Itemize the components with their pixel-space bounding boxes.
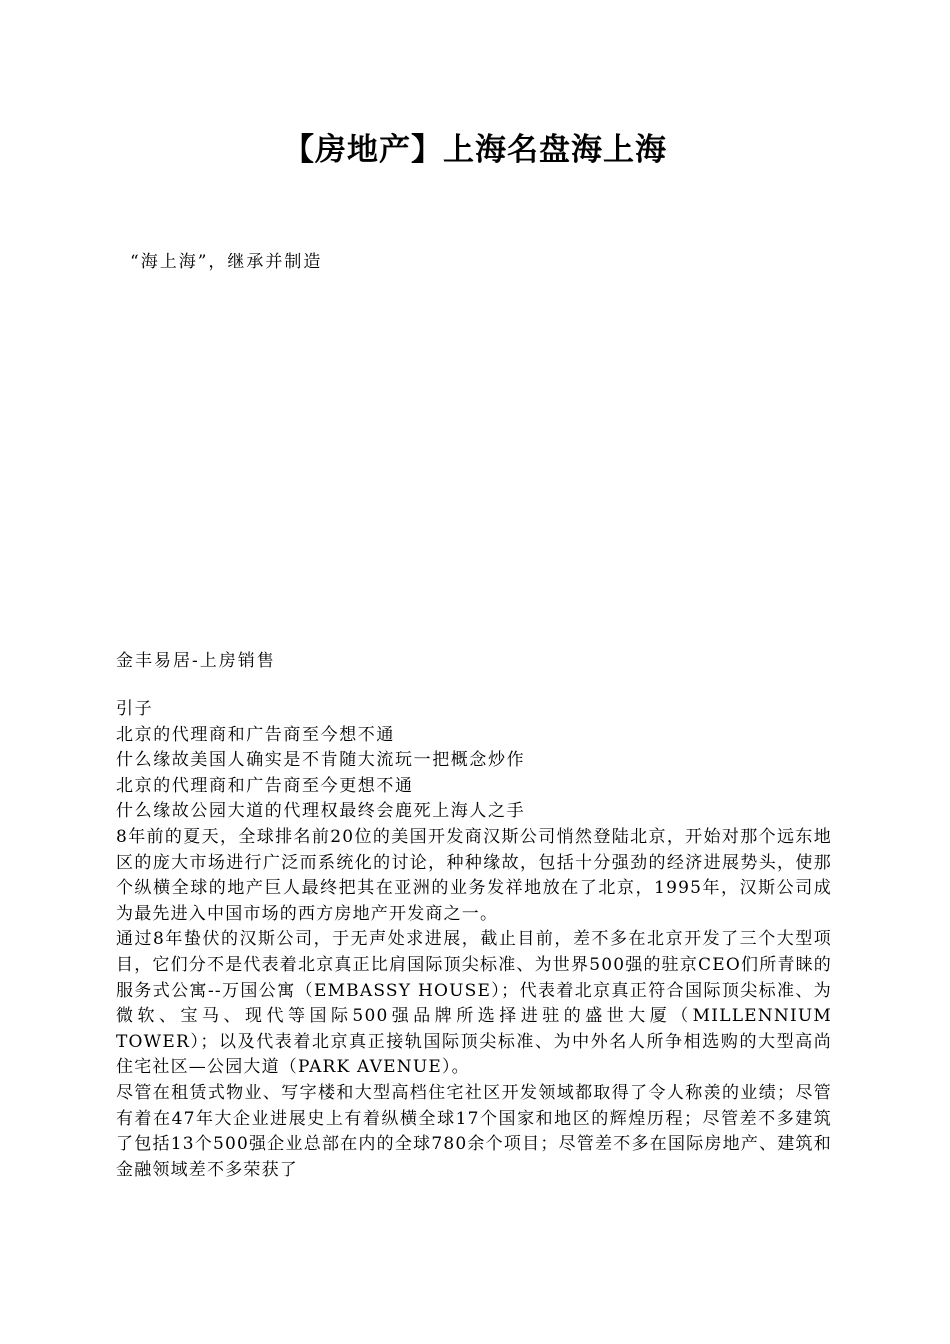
body-paragraph: 尽管在租赁式物业、写字楼和大型高档住宅社区开发领域都取得了令人称羡的业绩；尽管有着在47年大企业进展史上有着纵横全球17个国家和地区的辉煌历程；尽管差不多建筑了包括13个500强企业总部在内的全球780余个项目；尽管差不多在国际房地产、建筑和金融领域差不多荣获了 — [116, 1082, 832, 1180]
document-title: 【房地产】上海名盘海上海 — [283, 132, 667, 168]
document-author: 金丰易居-上房销售 — [116, 651, 276, 671]
intro-heading: 引子 — [116, 699, 154, 719]
intro-line: 什么缘故美国人确实是不肯随大流玩一把概念炒作 — [116, 750, 526, 771]
intro-line: 什么缘故公园大道的代理权最终会鹿死上海人之手 — [116, 801, 526, 822]
body-paragraph: 通过8年蛰伏的汉斯公司，于无声处求进展，截止目前，差不多在北京开发了三个大型项目，它们分不是代表着北京真正比肩国际顶尖标准、为世界500强的驻京CEO们所青睐的服务式公寓--万国公寓（EMBASSY HOUSE）；代表着北京真正符合国际顶尖标准、为微软、宝马、现代等国际500强品牌所选择进驻的盛世大厦（MILLENNIUM TOWER）；以及代表着北京真正接轨国际顶尖标准、为中外名人所争相选购的大型高尚住宅社区—公园大道（PARK AVENUE）。 — [116, 929, 832, 1078]
intro-line: 北京的代理商和广告商至今更想不通 — [116, 775, 414, 796]
document-body — [116, 697, 832, 1183]
intro-line: 北京的代理商和广告商至今想不通 — [116, 724, 395, 745]
body-paragraph: 8年前的夏天，全球排名前20位的美国开发商汉斯公司悄然登陆北京，开始对那个远东地区的庞大市场进行广泛而系统化的讨论，种种缘故，包括十分强劲的经济进展势头，使那个纵横全球的地产巨人最终把其在亚洲的业务发祥地放在了北京，1995年，汉斯公司成为最先进入中国市场的西方房地产开发商之一。 — [116, 826, 832, 924]
document-subtitle: “海上海”，继承并制造 — [130, 252, 323, 272]
